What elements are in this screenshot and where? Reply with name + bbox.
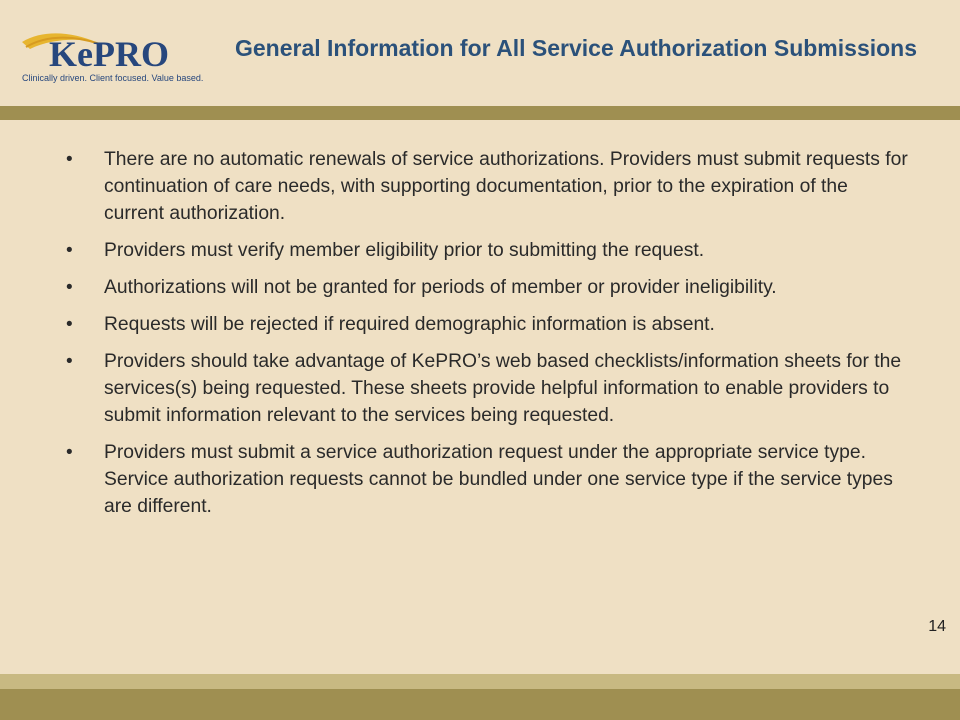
- bullet-icon: •: [66, 149, 73, 170]
- slide-title: General Information for All Service Authorization Submissions: [235, 35, 918, 61]
- bullet-icon: •: [66, 351, 73, 372]
- bullet-icon: •: [66, 277, 73, 298]
- bullet-text: Providers must verify member eligibility prior to submitting the request.: [104, 240, 705, 261]
- bullet-icon: •: [66, 314, 73, 335]
- bullet-icon: •: [66, 240, 73, 261]
- bullet-list: [62, 146, 912, 530]
- bullet-text: There are no automatic renewals of service authorizations. Providers must submit requests for continuation of care needs, with supporting documentation, prior to the expiration of the current authorization.: [104, 149, 908, 224]
- kepro-logo: [18, 24, 208, 86]
- bullet-text: Authorizations will not be granted for periods of member or provider ineligibility.: [104, 277, 777, 298]
- header-divider: [0, 106, 960, 120]
- bullet-text: Requests will be rejected if required demographic information is absent.: [104, 314, 715, 335]
- bullet-text: Providers should take advantage of KePRO’s web based checklists/information sheets for the services(s) being requested. These sheets provide helpful information to enable providers to submit information relevant to the services being requested.: [104, 351, 902, 426]
- bullet-icon: •: [66, 442, 73, 463]
- page-number: 14: [928, 618, 946, 635]
- footer-divider: [0, 674, 960, 689]
- bullet-item: [62, 237, 912, 264]
- logo-tagline: Clinically driven. Client focused. Value based.: [22, 73, 204, 83]
- bullet-text: Providers must submit a service authorization request under the appropriate service type. Service authorization requests cannot be bundled under one service type if the service types are different.: [104, 442, 893, 517]
- bullet-item: [62, 439, 912, 520]
- bullet-item: [62, 274, 912, 301]
- logo-wordmark: KePRO: [49, 34, 169, 74]
- bullet-item: [62, 146, 912, 227]
- bullet-item: [62, 348, 912, 429]
- footer-bar: [0, 689, 960, 720]
- bullet-item: [62, 311, 912, 338]
